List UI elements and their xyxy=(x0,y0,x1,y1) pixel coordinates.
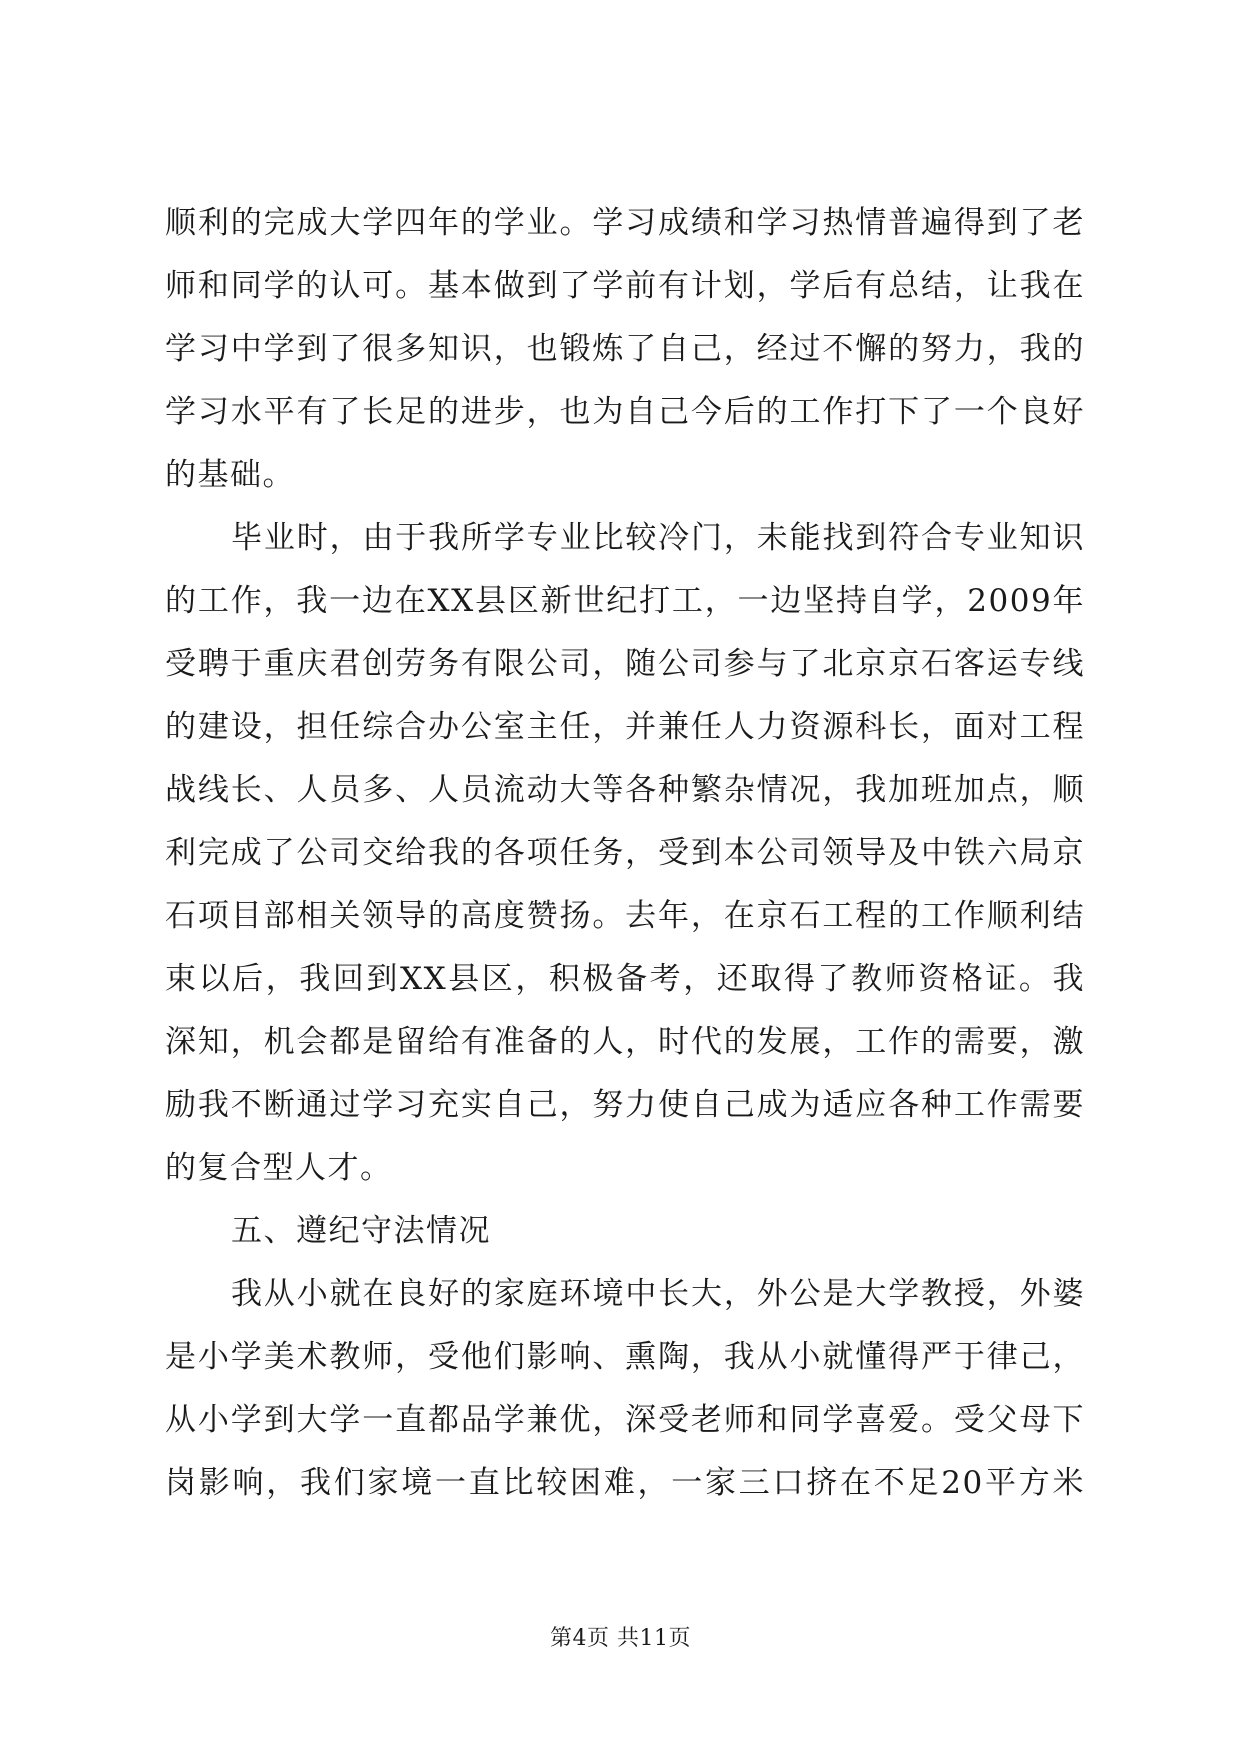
text-line: 学习中学到了很多知识，也锻炼了自己，经过不懈的努力，我的 xyxy=(165,331,1085,367)
text-line: 利完成了公司交给我的各项任务，受到本公司领导及中铁六局京 xyxy=(165,835,1085,871)
page-number: 第4页 共11页 xyxy=(550,1626,691,1651)
text-line: 是小学美术教师，受他们影响、熏陶，我从小就懂得严于律己， xyxy=(165,1339,1085,1375)
page-footer xyxy=(0,1624,1241,1654)
section-heading: 五、遵纪守法情况 xyxy=(231,1213,491,1249)
text-line: 深知，机会都是留给有准备的人，时代的发展，工作的需要，激 xyxy=(165,1024,1085,1060)
text-line: 学习水平有了长足的进步，也为自己今后的工作打下了一个良好 xyxy=(165,394,1085,430)
text-line: 岗影响，我们家境一直比较困难，一家三口挤在不足20平方米 xyxy=(165,1465,1085,1501)
text-line: 励我不断通过学习充实自己，努力使自己成为适应各种工作需要 xyxy=(165,1087,1085,1123)
text-line: 的复合型人才。 xyxy=(165,1150,393,1186)
text-line: 师和同学的认可。基本做到了学前有计划，学后有总结，让我在 xyxy=(165,268,1085,304)
text-line: 顺利的完成大学四年的学业。学习成绩和学习热情普遍得到了老 xyxy=(165,205,1085,241)
text-line: 的工作，我一边在XX县区新世纪打工，一边坚持自学，2009年 xyxy=(165,583,1085,619)
text-line: 石项目部相关领导的高度赞扬。去年，在京石工程的工作顺利结 xyxy=(165,898,1085,934)
text-line: 受聘于重庆君创劳务有限公司，随公司参与了北京京石客运专线 xyxy=(165,646,1085,682)
paragraph-first-line: 毕业时，由于我所学专业比较冷门，未能找到符合专业知识 xyxy=(231,520,1085,556)
text-line: 的建设，担任综合办公室主任，并兼任人力资源科长，面对工程 xyxy=(165,709,1085,745)
text-line: 战线长、人员多、人员流动大等各种繁杂情况，我加班加点，顺 xyxy=(165,772,1085,808)
text-line: 束以后，我回到XX县区，积极备考，还取得了教师资格证。我 xyxy=(165,961,1085,997)
text-line: 的基础。 xyxy=(165,457,295,493)
paragraph-first-line: 我从小就在良好的家庭环境中长大，外公是大学教授，外婆 xyxy=(231,1276,1085,1312)
text-line: 从小学到大学一直都品学兼优，深受老师和同学喜爱。受父母下 xyxy=(165,1402,1085,1438)
document-body xyxy=(165,192,1085,1515)
